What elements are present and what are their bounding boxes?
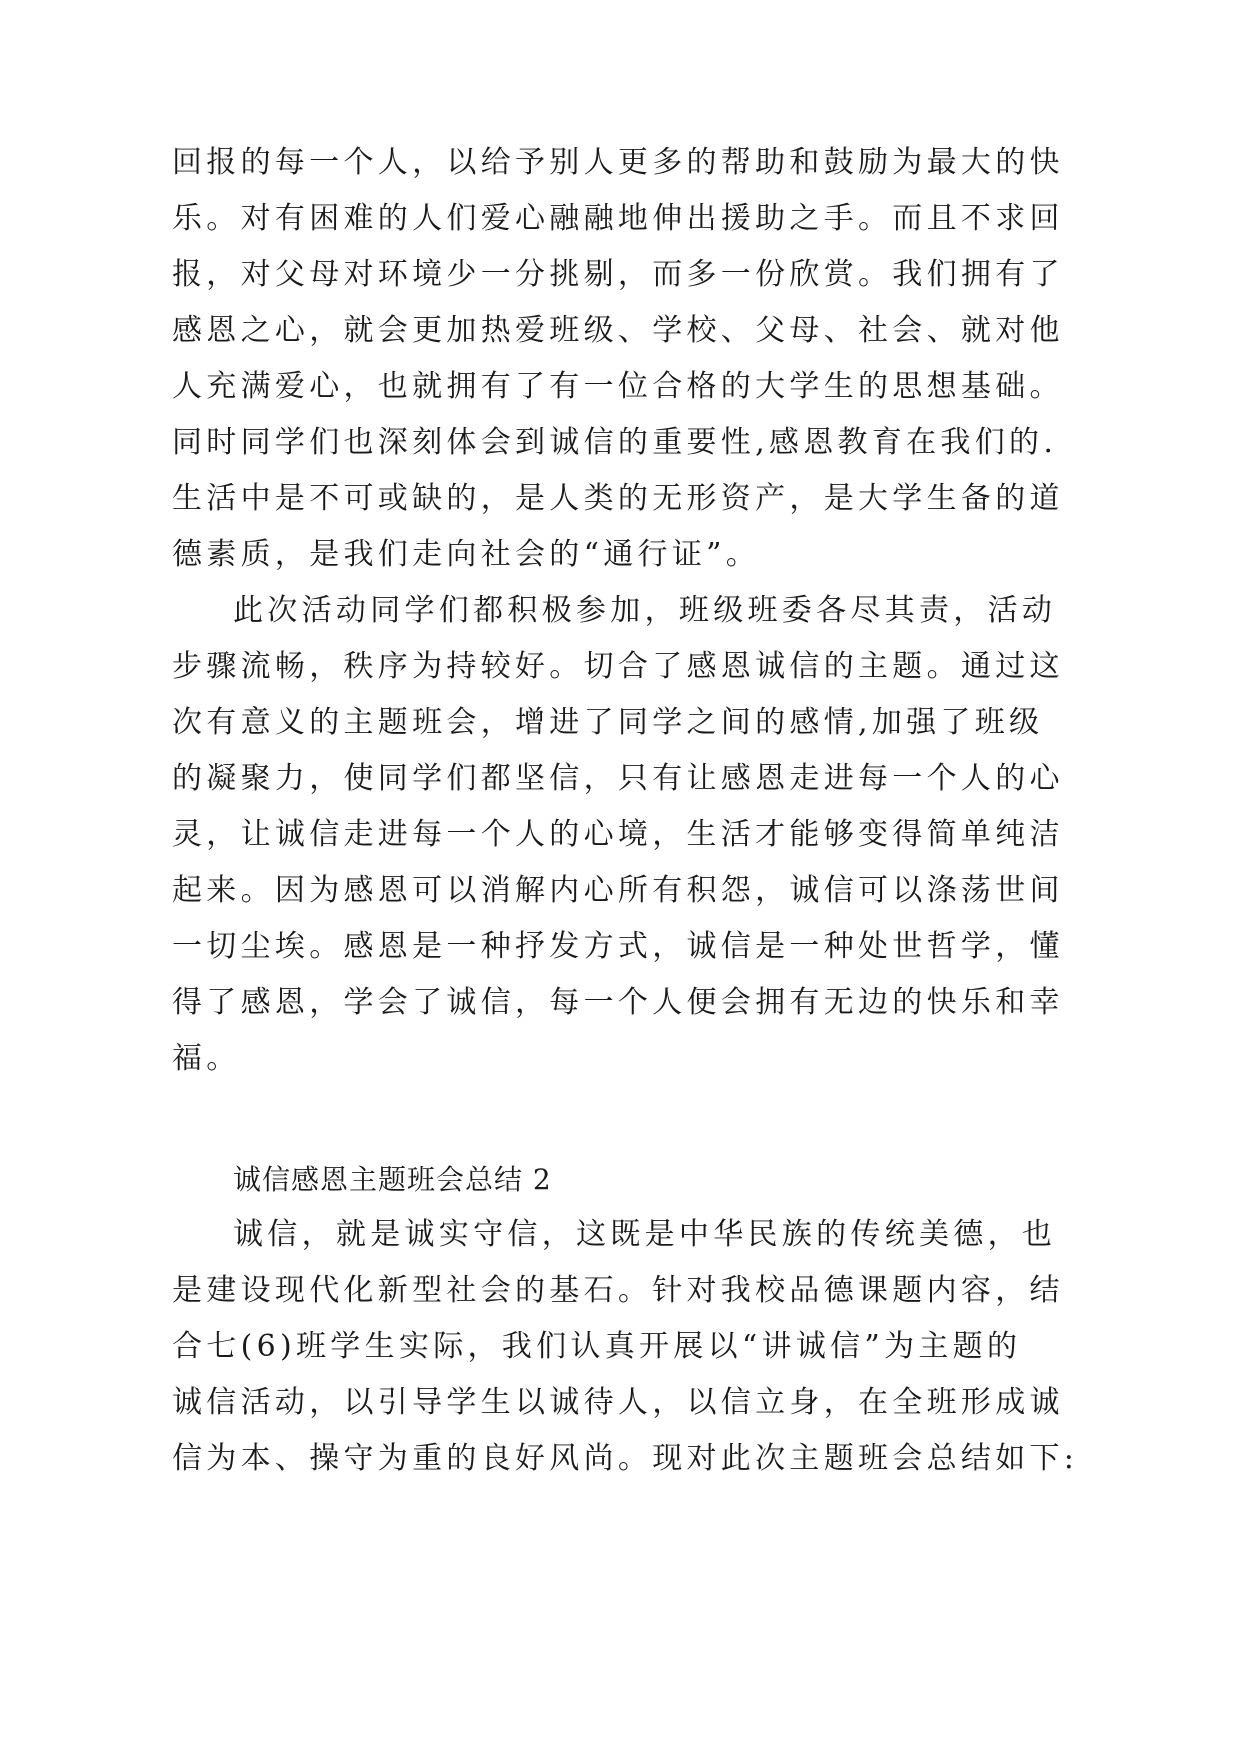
- paragraph-line: 合七(6)班学生实际，我们认真开展以“讲诚信”为主题的: [172, 1329, 1022, 1364]
- paragraph-line: 的凝聚力，使同学们都坚信，只有让感恩走进每一个人的心: [172, 761, 1064, 796]
- paragraph-line: 德素质，是我们走向社会的“通行证”。: [172, 537, 761, 572]
- paragraph-line: 次有意义的主题班会，增进了同学之间的感情,加强了班级: [172, 705, 1044, 740]
- paragraph-line: 回报的每一个人，以给予别人更多的帮助和鼓励为最大的快: [172, 145, 1064, 180]
- paragraph-line: 起来。因为感恩可以消解内心所有积怨，诚信可以涤荡世间: [172, 873, 1064, 908]
- paragraph-line: 一切尘埃。感恩是一种抒发方式，诚信是一种处世哲学，懂: [172, 929, 1064, 964]
- paragraph-line: 诚信，就是诚实守信，这既是中华民族的传统美德，也: [233, 1217, 1057, 1252]
- paragraph-line: 人充满爱心，也就拥有了有一位合格的大学生的思想基础。: [172, 369, 1064, 404]
- paragraph-line: 信为本、操守为重的良好风尚。现对此次主题班会总结如下:: [172, 1441, 1079, 1476]
- paragraph-line: 是建设现代化新型社会的基石。针对我校品德课题内容，结: [172, 1273, 1064, 1308]
- paragraph-line: 诚信活动，以引导学生以诚待人，以信立身，在全班形成诚: [172, 1385, 1064, 1420]
- paragraph-line: 灵，让诚信走进每一个人的心境，生活才能够变得简单纯洁: [172, 817, 1064, 852]
- paragraph-line: 福。: [172, 1041, 241, 1076]
- paragraph-line: 此次活动同学们都积极参加，班级班委各尽其责，活动: [233, 593, 1057, 628]
- paragraph-line: 报，对父母对环境少一分挑剔，而多一份欣赏。我们拥有了: [172, 257, 1064, 292]
- paragraph-line: 生活中是不可或缺的，是人类的无形资产，是大学生备的道: [172, 481, 1064, 516]
- paragraph-line: 步骤流畅，秩序为持较好。切合了感恩诚信的主题。通过这: [172, 649, 1064, 684]
- section-heading: 诚信感恩主题班会总结 2: [233, 1163, 552, 1196]
- paragraph-line: 得了感恩，学会了诚信，每一个人便会拥有无边的快乐和幸: [172, 985, 1064, 1020]
- paragraph-line: 感恩之心，就会更加热爱班级、学校、父母、社会、就对他: [172, 313, 1064, 348]
- paragraph-line: 乐。对有困难的人们爱心融融地伸出援助之手。而且不求回: [172, 201, 1064, 236]
- paragraph-line: 同时同学们也深刻体会到诚信的重要性,感恩教育在我们的.: [172, 425, 1058, 460]
